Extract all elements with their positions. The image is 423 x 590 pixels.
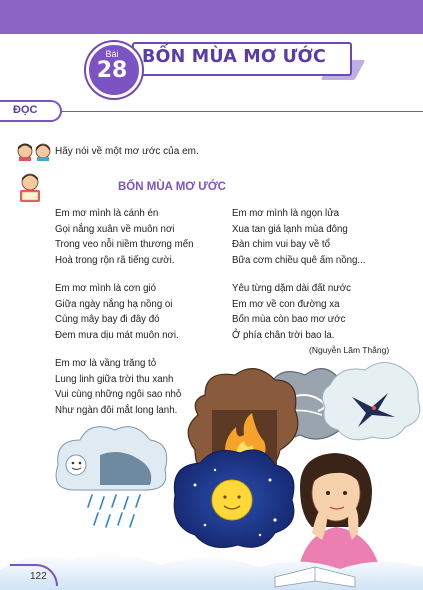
poem-line: Trong veo nỗi niềm thương mến	[55, 239, 194, 251]
poem-line: Yêu từng dặm dài đất nước	[232, 283, 351, 294]
two-kids-icon	[16, 143, 52, 161]
swallow-cloud-icon	[322, 363, 419, 440]
poem-line: Gọi nắng xuân về muôn nơi	[55, 223, 175, 235]
page-number: 122	[30, 571, 47, 582]
poem-stanza-1	[55, 206, 194, 268]
lesson-number: 28	[96, 58, 128, 83]
dream-illustration	[0, 355, 423, 590]
poem-line: Em mơ mình là cơn gió	[55, 283, 156, 294]
poem-line: Đàn chim vui bay về tổ	[232, 239, 330, 251]
poem-line: Giữa ngày nắng hạ nồng oi	[55, 298, 173, 310]
poem-stanza-2	[55, 281, 179, 343]
poem-line: Ở phía chân trời bao la.	[232, 329, 335, 341]
poem-author: (Nguyễn Lãm Thắng)	[309, 345, 390, 355]
poem-line: Như ngàn đôi mắt long lanh.	[55, 404, 178, 416]
poem-line: Bữa cơm chiều quê ấm nồng...	[232, 254, 366, 266]
poem-title: BỐN MÙA MƠ ƯỚC	[118, 181, 226, 193]
poem-line: Hoà trong rộn rã tiếng cười.	[55, 254, 175, 266]
poem-stanza-4	[232, 206, 365, 268]
poem-line: Bốn mùa còn bao mơ ước	[232, 314, 346, 326]
poem-line: Lung linh giữa trời thu xanh	[55, 373, 174, 385]
rain-cloud-icon	[56, 427, 167, 527]
top-color-bar	[0, 0, 423, 34]
poem-stanza-5	[232, 281, 351, 343]
section-divider	[0, 111, 423, 112]
poem-line: Em mơ mình là ngọn lửa	[232, 208, 340, 219]
poem-line: Xua tan giá lạnh mùa đông	[232, 223, 348, 235]
poem-line: Cùng mây bay đi đây đó	[55, 314, 160, 326]
poem-line: Em mơ là vầng trăng tỏ	[55, 358, 157, 369]
discussion-prompt: Hãy nói về một mơ ước của em.	[55, 146, 199, 157]
lesson-label: Bài	[105, 49, 119, 59]
reading-child-icon	[16, 173, 44, 203]
poem-line: Đem mưa dịu mát muôn nơi.	[55, 329, 179, 341]
poem-line: Vui cùng những ngôi sao nhỏ	[55, 389, 182, 401]
poem-line: Em mơ về con đường xa	[232, 298, 340, 310]
section-label: ĐỌC	[13, 104, 38, 116]
poem-line: Em mơ mình là cánh én	[55, 208, 159, 219]
lesson-title: BỐN MÙA MƠ ƯỚC	[142, 47, 327, 67]
